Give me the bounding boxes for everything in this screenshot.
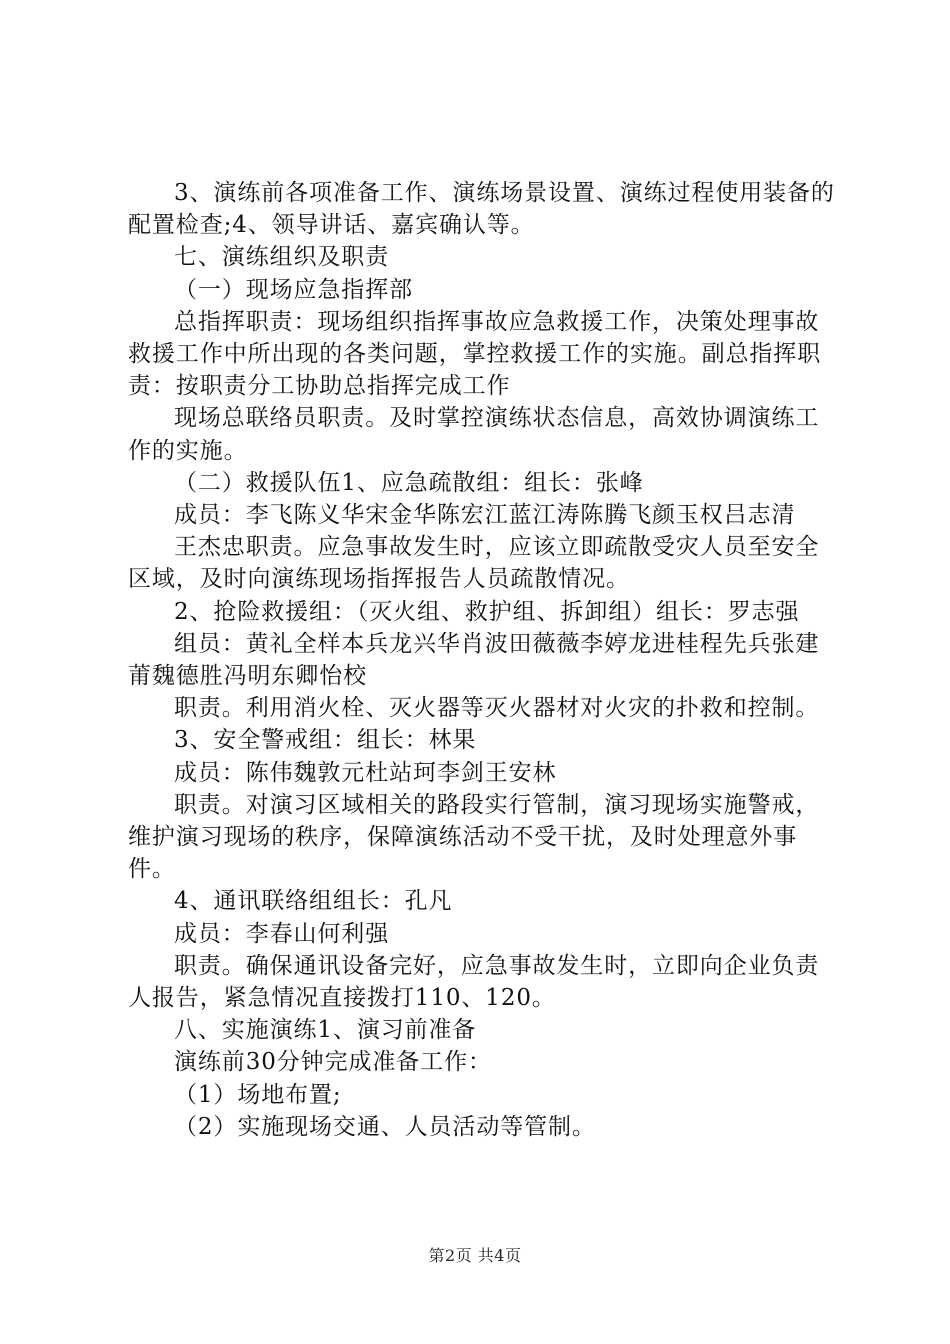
document-body [128,177,836,1143]
paragraph: 成员：李春山何利强 [174,920,390,947]
paragraph: 现场总联络员职责。及时掌控演练状态信息，高效协调演练工作的实施。 [128,405,820,464]
paragraph: 总指挥职责：现场组织指挥事故应急救援工作，决策处理事故救援工作中所出现的各类问题，掌控救援工作的实施。副总指挥职责：按职责分工协助总指挥完成工作 [128,308,822,400]
paragraph: 4、通讯联络组组长：孔凡 [174,888,453,915]
paragraph: 王杰忠职责。应急事故发生时，应该立即疏散受灾人员至安全区域，及时向演练现场指挥报告人员疏散情况。 [128,534,820,593]
subsection-heading: （二）救援队伍1、应急疏散组：组长：张峰 [174,469,644,496]
paragraph: 职责。对演习区域相关的路段实行管制，演习现场实施警戒，维护演习现场的秩序，保障演练活动不受干扰，及时处理意外事件。 [128,791,820,883]
paragraph: 成员：陈伟魏敦元杜站珂李剑王安林 [174,759,557,786]
paragraph: 演练前30分钟完成准备工作： [174,1049,492,1076]
paragraph: 3、安全警戒组：组长：林果 [174,727,477,754]
paragraph: 组员：黄礼全样本兵龙兴华肖波田薇薇李婷龙进桂程先兵张建莆魏德胜冯明东卿怡校 [128,630,820,690]
section-heading: 八、实施演练1、演习前准备 [174,1017,477,1044]
paragraph: 职责。确保通讯设备完好，应急事故发生时，立即向企业负责人报告，紧急情况直接拨打110、120。 [128,952,820,1012]
list-item: （2）实施现场交通、人员活动等管制。 [174,1113,596,1140]
subsection-heading: （一）现场应急指挥部 [174,276,413,303]
paragraph: 3、演练前各项准备工作、演练场景设置、演练过程使用装备的配置检查;4、领导讲话、嘉宾确认等。 [128,180,835,239]
section-heading: 七、演练组织及职责 [174,244,390,271]
paragraph: 职责。利用消火栓、灭火器等灭火器材对火灾的扑救和控制。 [174,695,820,722]
paragraph: 成员：李飞陈义华宋金华陈宏江蓝江涛陈腾飞颜玉权吕志清 [174,502,796,529]
page-number-footer: 第2页 共4页 [428,1246,522,1265]
paragraph: 2、抢险救援组：（灭火组、救护组、拆卸组）组长：罗志强 [174,598,800,625]
list-item: （1）场地布置; [174,1081,342,1108]
